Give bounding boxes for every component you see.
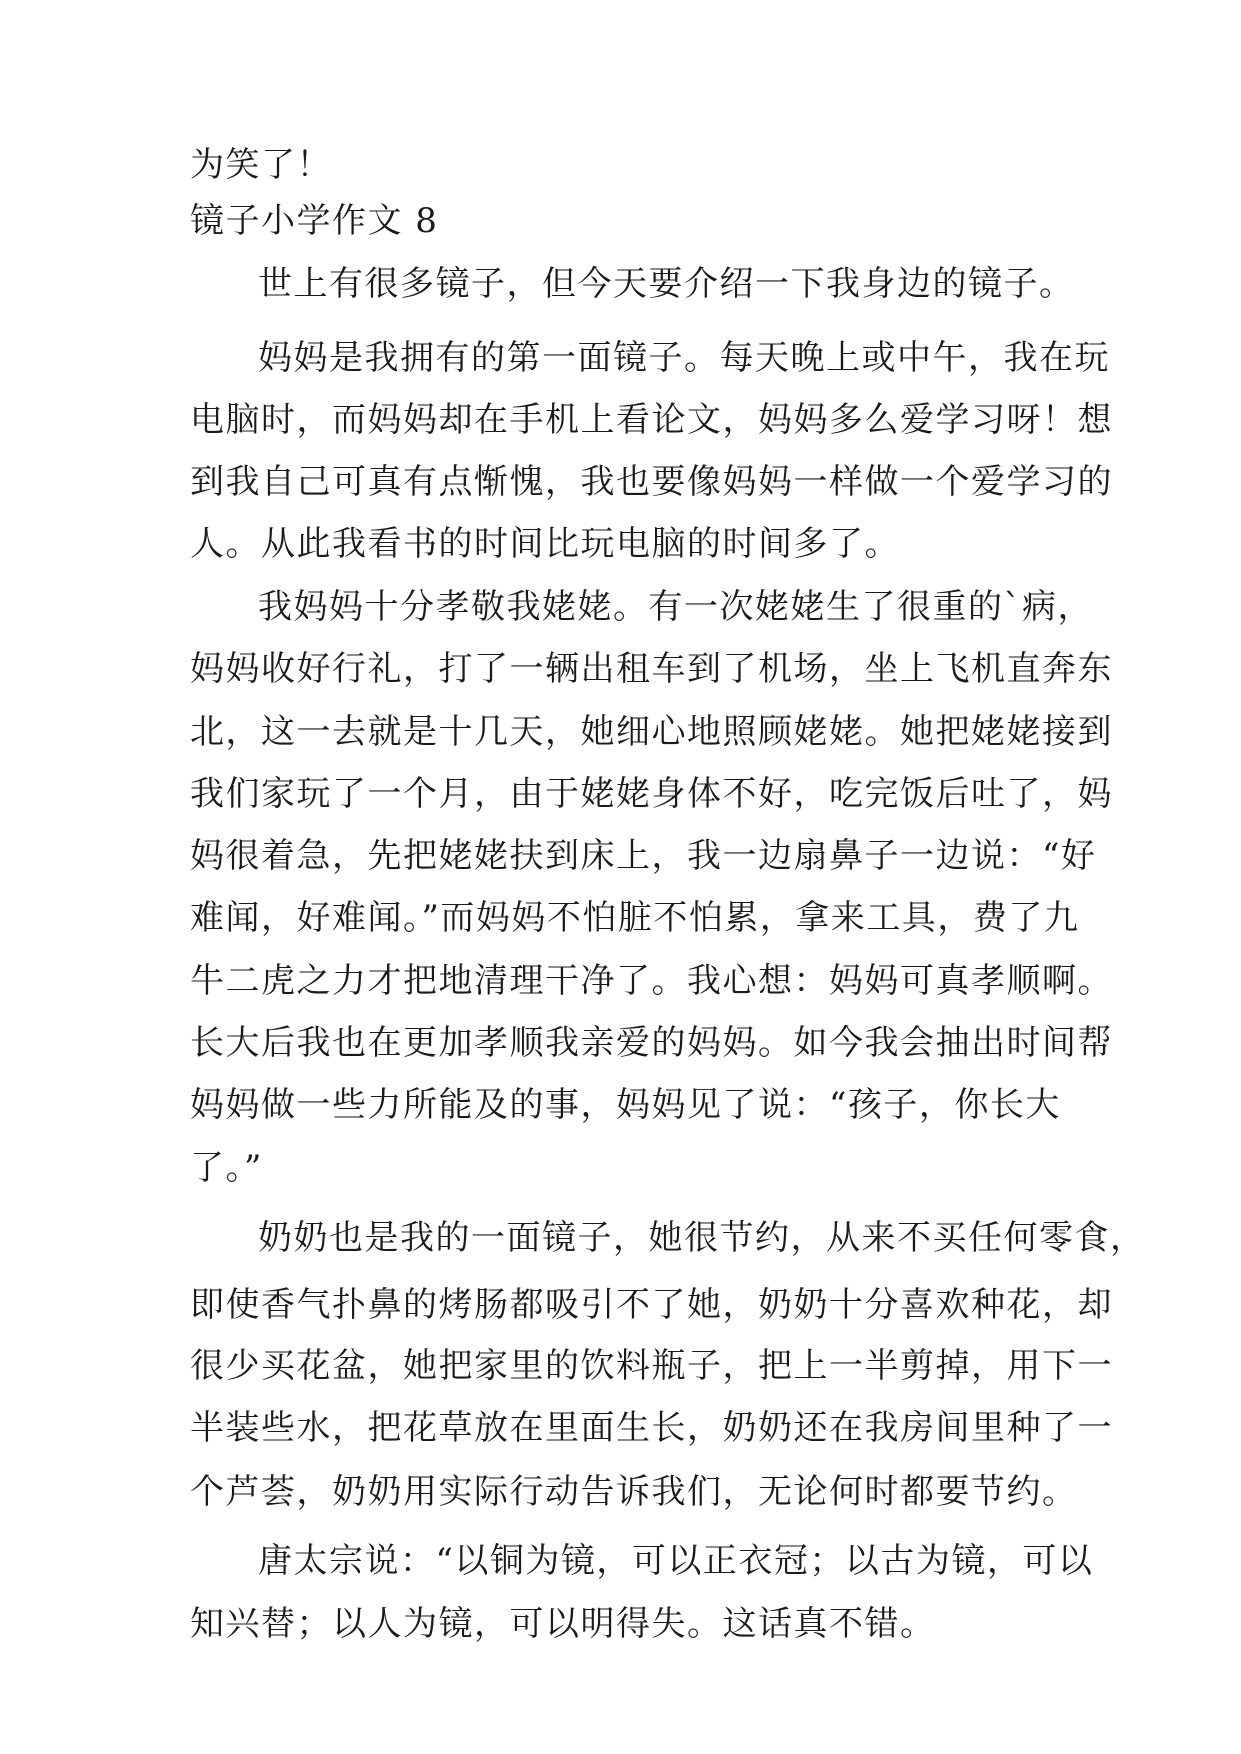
text-line: 我们家玩了一个月，由于姥姥身体不好，吃完饭后吐了，妈: [190, 774, 1113, 814]
text-line: 妈很着急，先把姥姥扶到床上，我一边扇鼻子一边说：“好: [190, 836, 1097, 876]
text-line: 半装些水，把花草放在里面生长，奶奶还在我房间里种了一: [190, 1408, 1113, 1448]
text-line: 奶奶也是我的一面镜子，她很节约，从来不买任何零食，: [258, 1218, 1146, 1258]
text-line: 北，这一去就是十几天，她细心地照顾姥姥。她把姥姥接到: [190, 712, 1113, 752]
text-line: 了。”: [190, 1148, 263, 1188]
text-line: 我妈妈十分孝敬我姥姥。有一次姥姥生了很重的`病，: [258, 587, 1093, 627]
text-line: 知兴替；以人为镜，可以明得失。这话真不错。: [190, 1604, 936, 1644]
text-line: 妈妈收好行礼，打了一辆出租车到了机场，坐上飞机直奔东: [190, 649, 1113, 689]
text-line: 个芦荟，奶奶用实际行动告诉我们，无论何时都要节约。: [190, 1472, 1078, 1512]
text-line: 唐太宗说：“以铜为镜，可以正衣冠；以古为镜，可以: [258, 1541, 1094, 1581]
text-line: 难闻，好难闻。”而妈妈不怕脏不怕累，拿来工具，费了九: [190, 898, 1080, 938]
text-line: 到我自己可真有点惭愧，我也要像妈妈一样做一个爱学习的: [190, 462, 1113, 502]
text-line: 世上有很多镜子，但今天要介绍一下我身边的镜子。: [258, 264, 1075, 304]
essay-title: 镜子小学作文 8: [190, 201, 439, 241]
text-line: 为笑了！: [190, 145, 332, 185]
text-line: 很少买花盆，她把家里的饮料瓶子，把上一半剪掉，用下一: [190, 1346, 1113, 1386]
text-line: 即使香气扑鼻的烤肠都吸引不了她，奶奶十分喜欢种花，却: [190, 1285, 1113, 1325]
text-line: 长大后我也在更加孝顺我亲爱的妈妈。如今我会抽出时间帮: [190, 1023, 1113, 1063]
text-line: 妈妈做一些力所能及的事，妈妈见了说：“孩子，你长大: [190, 1085, 1061, 1125]
text-line: 牛二虎之力才把地清理干净了。我心想：妈妈可真孝顺啊。: [190, 961, 1113, 1001]
text-line: 电脑时，而妈妈却在手机上看论文，妈妈多么爱学习呀！想: [190, 400, 1113, 440]
text-line: 人。从此我看书的时间比玩电脑的时间多了。: [190, 524, 900, 564]
text-line: 妈妈是我拥有的第一面镜子。每天晚上或中午，我在玩: [258, 338, 1110, 378]
